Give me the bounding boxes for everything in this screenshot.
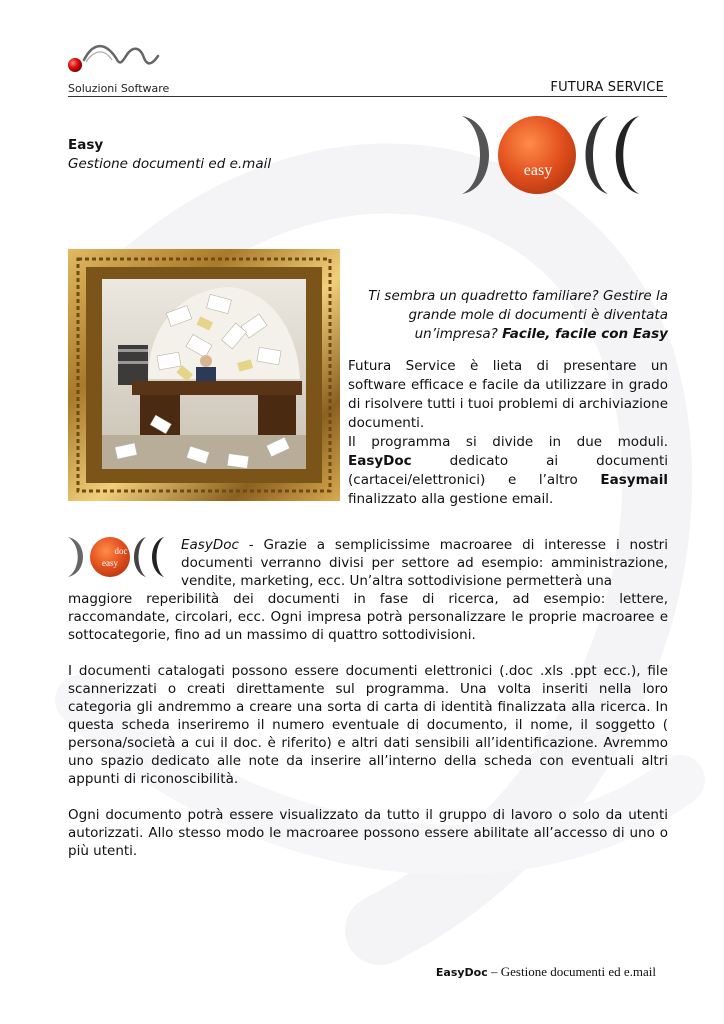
small-logo-label-top: doc: [114, 546, 128, 556]
header-company-tagline: Soluzioni Software: [68, 82, 170, 95]
intro-question: [348, 287, 668, 344]
section-paragraph-1: [68, 590, 668, 644]
section-lead-italic: EasyDoc: [181, 537, 239, 553]
intro-modules-text: Il programma si divide in due moduli.: [348, 434, 668, 450]
page-footer: [436, 964, 656, 980]
easy-brand-logo-icon: [458, 112, 643, 197]
small-logo-label-bottom: easy: [102, 558, 118, 568]
intro-module-easydoc: EasyDoc: [348, 453, 412, 469]
footer-product: EasyDoc: [435, 966, 488, 979]
intro-paragraph: [348, 357, 668, 509]
easydoc-logo-icon: [66, 534, 166, 580]
title-product: Easy: [68, 137, 104, 153]
header-company-name: FUTURA SERVICE: [550, 80, 664, 95]
section-paragraph-3-text: Ogni documento potrà essere visualizzato da tutto il gruppo di lavoro o solo da utenti autorizzati. Allo stesso modo le macroaree possono essere abilitate all’accesso di uno o più utenti.: [68, 807, 668, 859]
company-logo-icon: [64, 38, 164, 78]
section-lead: [181, 536, 668, 590]
intro-question-emphasis: Facile, facile con Easy: [502, 326, 668, 342]
intro-question-text: Ti sembra un quadretto familiare? Gestire la grande mole di documenti è diventata un’impresa?: [368, 288, 668, 342]
footer-text: – Gestione documenti ed e.mail: [487, 964, 656, 979]
intro-modules-text-2: dedicato ai documenti (cartacei/elettronici) e l’altro: [348, 453, 668, 488]
document-title: [68, 136, 271, 174]
intro-paragraph-1: Futura Service è lieta di presentare un software efficace e facile da utilizzare in grado di risolvere tutti i tuoi problemi di archiviazione documenti.: [348, 358, 668, 431]
header-divider: [68, 96, 667, 97]
section-paragraph-1-text: maggiore reperibilità dei documenti in fase di ricerca, ad esempio: lettere, raccomandate, circolari, ecc. Ogni impresa potrà personalizzare le proprie macroaree e sottocategorie, fino ad un massimo di quattro sottodivisioni.: [68, 591, 668, 643]
intro-module-easymail: Easymail: [600, 472, 669, 488]
title-subtitle: Gestione documenti ed e.mail: [68, 156, 272, 172]
intro-modules-text-3: finalizzato alla gestione email.: [348, 491, 554, 507]
section-paragraph-2: [68, 662, 668, 788]
big-logo-label: easy: [523, 162, 553, 179]
section-paragraph-3: [68, 806, 668, 860]
intro-paragraph-2: [348, 433, 668, 509]
framed-office-photo: [68, 249, 340, 501]
section-lead-text: - Grazie a semplicissime macroaree di interesse i nostri documenti verranno divisi per settore ad esempio: amministrazione, vendite, marketing, ecc. Un’altra sottodivisione permetterà una: [181, 537, 668, 589]
section-paragraph-2-text: I documenti catalogati possono essere documenti elettronici (.doc .xls .ppt ecc.), file scannerizzati o creati direttamente sul programma. Una volta inseriti nella loro categoria gli andremmo a creare una sorta di carta di identità finalizzata alla ricerca. In questa scheda inseriremo il numero eventuale di documento, il nome, il soggetto ( persona/società a cui il doc. è riferito) e altri dati sensibili all’identificazione. Avremmo uno spazio dedicato alle note da inserire all’interno della scheda con eventuali altri appunti di riconoscibilità.: [68, 663, 668, 787]
